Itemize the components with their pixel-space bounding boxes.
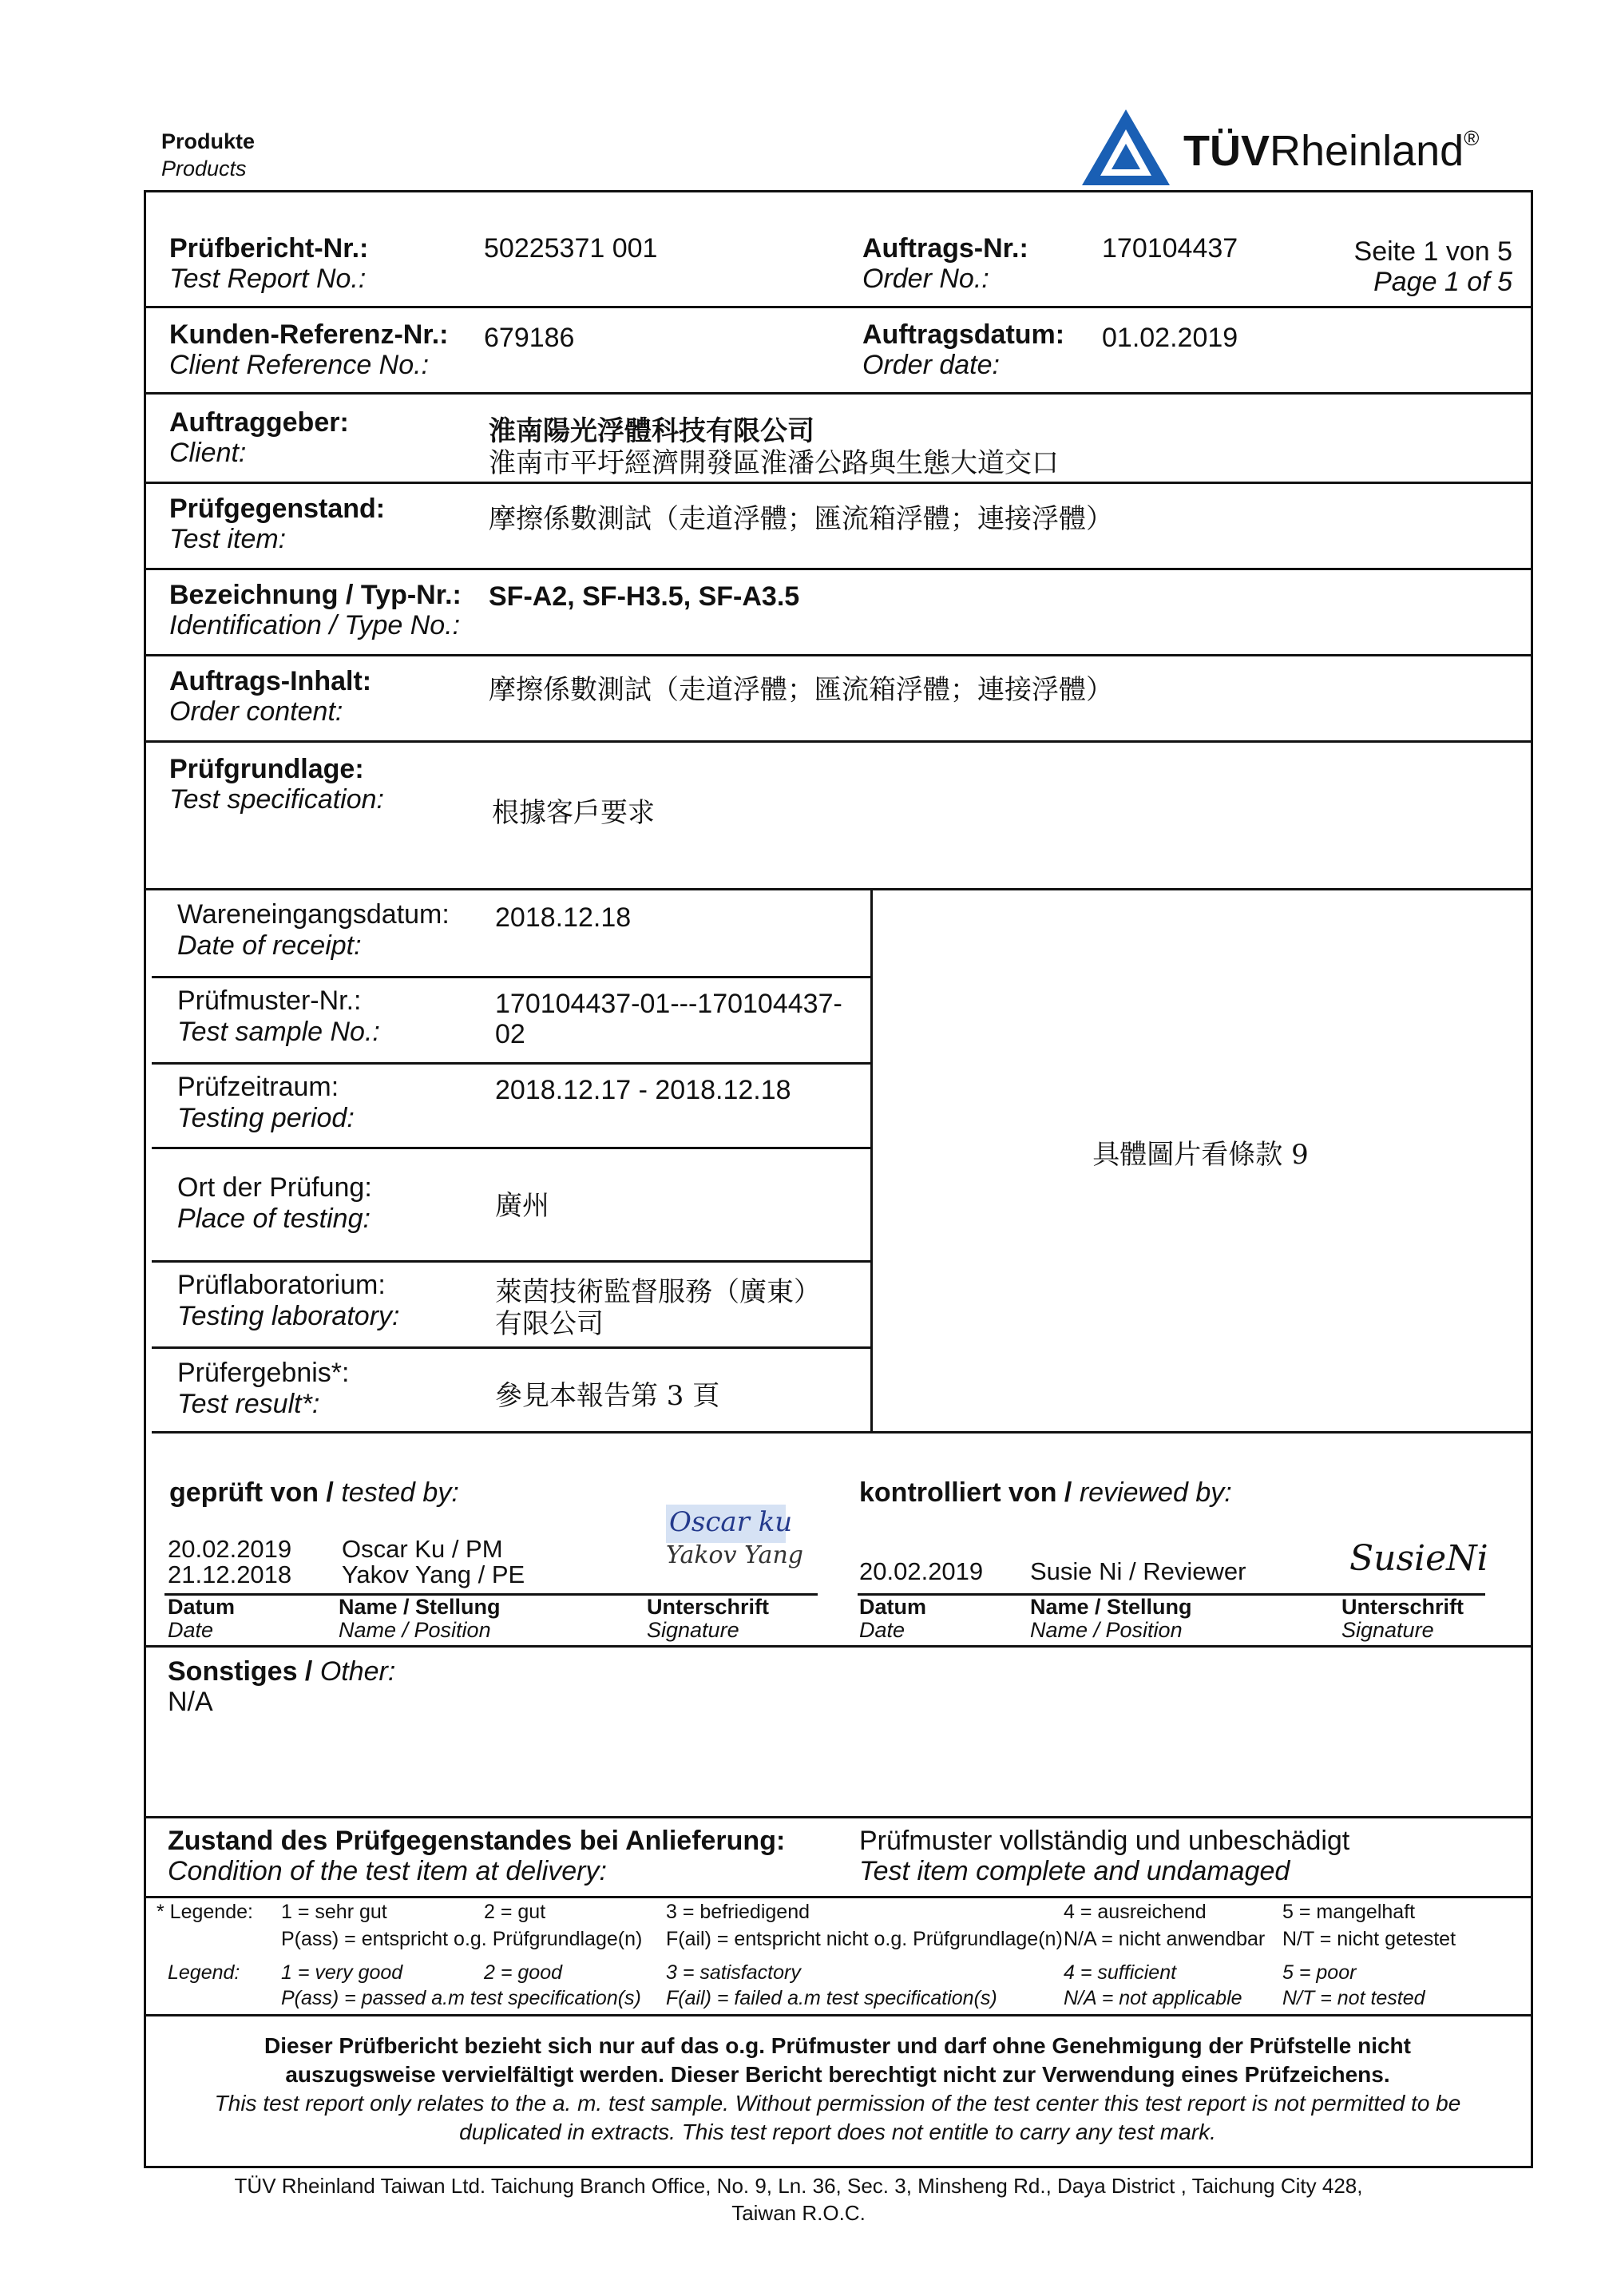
disclaimer-en-2: duplicated in extracts. This test report does not entitle to carry any test mark. <box>459 2120 1216 2144</box>
tested-name-1: Oscar Ku / PM <box>342 1535 503 1563</box>
legend-de-pass: P(ass) = entspricht o.g. Prüfgrundlage(n) <box>281 1928 643 1950</box>
logo-text-rheinland: Rheinland <box>1270 127 1464 175</box>
order-no-label-de: Auftrags-Nr.: <box>862 233 1028 264</box>
rev-header-sig-en: Signature <box>1341 1618 1434 1642</box>
sig-header-sig-de: Unterschrift <box>647 1595 770 1619</box>
tested-by-title <box>169 1477 459 1509</box>
legend-de-3: 3 = befriedigend <box>666 1901 810 1923</box>
tested-date-2: 21.12.2018 <box>168 1560 292 1588</box>
client-label-de: Auftraggeber: <box>169 407 349 438</box>
legend-label-de: * Legende: <box>157 1901 253 1923</box>
report-no-label-en: Test Report No.: <box>169 264 367 294</box>
test-item-label-de: Prüfgegenstand: <box>169 494 386 524</box>
order-content-label-en: Order content: <box>169 696 343 727</box>
category-en: Products <box>161 157 247 180</box>
disclaimer-de-1: Dieser Prüfbericht bezieht sich nur auf das o.g. Prüfmuster und darf ohne Genehmigung der Prüfstelle nicht <box>264 2033 1411 2058</box>
legend-de-5: 5 = mangelhaft <box>1282 1901 1416 1923</box>
detail-label-en: Testing period: <box>177 1103 355 1133</box>
detail-label-en: Place of testing: <box>177 1204 371 1234</box>
detail-label-de: Prüfergebnis*: <box>177 1358 350 1388</box>
condition-label-de: Zustand des Prüfgegenstandes bei Anlieferung: <box>168 1826 786 1856</box>
sig-header-date-en: Date <box>168 1618 214 1642</box>
detail-label-de: Prüfmuster-Nr.: <box>177 985 362 1016</box>
detail-value: 170104437-01---170104437- <box>495 989 842 1019</box>
reviewed-date: 20.02.2019 <box>859 1557 984 1585</box>
client-name: 淮南陽光浮體科技有限公司 <box>489 415 814 447</box>
detail-label-de: Ort der Prüfung: <box>177 1172 372 1203</box>
logo-reg: ® <box>1464 126 1480 150</box>
detail-label-de: Prüfzeitraum: <box>177 1072 339 1102</box>
test-item-label-en: Test item: <box>169 524 287 554</box>
detail-label-de: Prüflaboratorium: <box>177 1270 386 1300</box>
legend-en-5: 5 = poor <box>1282 1961 1357 1984</box>
other-label-de: Sonstiges / <box>168 1656 313 1687</box>
condition-value-de: Prüfmuster vollständig und unbeschädigt <box>859 1826 1350 1856</box>
detail-value-2: 有限公司 <box>495 1308 604 1340</box>
detail-row-period <box>177 1072 856 1134</box>
detail-value-2: 02 <box>495 1019 525 1049</box>
footer-line-2: Taiwan R.O.C. <box>731 2201 866 2225</box>
order-date-label-en: Order date: <box>862 350 1000 380</box>
reviewed-name: Susie Ni / Reviewer <box>1030 1557 1246 1585</box>
detail-label-en: Test sample No.: <box>177 1017 380 1047</box>
legend-en-na: N/A = not applicable <box>1064 1987 1242 2009</box>
detail-label-en: Date of receipt: <box>177 930 362 961</box>
legend-en-2: 2 = good <box>484 1961 563 1984</box>
legend-en-fail: F(ail) = failed a.m test specification(s) <box>666 1987 997 2009</box>
condition-label-en: Condition of the test item at delivery: <box>168 1856 607 1886</box>
reviewed-by-title-de: kontrolliert von / <box>859 1477 1072 1508</box>
rev-header-date-de: Datum <box>859 1595 927 1619</box>
legend-de-fail: F(ail) = entspricht nicht o.g. Prüfgrundlage(n) <box>666 1928 1063 1950</box>
identification-label-en: Identification / Type No.: <box>169 610 461 640</box>
disclaimer-de-2: auszugsweise vervielfältigt werden. Dieser Bericht berechtigt nicht zur Verwendung eines Prüfzeichens. <box>285 2062 1390 2087</box>
condition-value-en: Test item complete and undamaged <box>859 1856 1290 1886</box>
detail-row-lab <box>177 1270 856 1340</box>
detail-label-en: Testing laboratory: <box>177 1301 400 1331</box>
signature-yakov: Yakov Yang <box>666 1541 803 1569</box>
sig-header-name-de: Name / Stellung <box>339 1595 501 1619</box>
rev-header-date-en: Date <box>859 1618 905 1642</box>
category-de: Produkte <box>161 129 256 153</box>
legend-en-3: 3 = satisfactory <box>666 1961 801 1984</box>
other-label-en: Other: <box>319 1656 396 1687</box>
legend-en-4: 4 = sufficient <box>1064 1961 1177 1984</box>
picture-note: 具體圖片看條款 9 <box>1092 1139 1309 1171</box>
detail-value: 廣州 <box>495 1190 549 1222</box>
tested-by-title-de: geprüft von / <box>169 1477 334 1508</box>
tuv-logo <box>1078 105 1525 193</box>
identification-label-de: Bezeichnung / Typ-Nr.: <box>169 580 462 610</box>
rev-header-name-de: Name / Stellung <box>1030 1595 1192 1619</box>
detail-value: 參見本報告第 3 頁 <box>495 1380 720 1412</box>
rev-header-sig-de: Unterschrift <box>1341 1595 1464 1619</box>
test-spec-label-en: Test specification: <box>169 784 384 815</box>
order-no-label-en: Order No.: <box>862 264 989 294</box>
other-value: N/A <box>168 1687 213 1717</box>
page-en: Page 1 of 5 <box>1373 267 1512 297</box>
order-date-label-de: Auftragsdatum: <box>862 319 1065 350</box>
order-date-value: 01.02.2019 <box>1102 323 1238 353</box>
report-no-label-de: Prüfbericht-Nr.: <box>169 233 369 264</box>
legend-en-nt: N/T = not tested <box>1282 1987 1425 2009</box>
sig-header-date-de: Datum <box>168 1595 236 1619</box>
detail-value: 2018.12.18 <box>495 902 632 933</box>
sig-header-name-en: Name / Position <box>339 1618 491 1642</box>
detail-value: 萊茵技術監督服務（廣東） <box>495 1276 821 1308</box>
detail-row-receipt <box>177 899 856 962</box>
legend-en-1: 1 = very good <box>281 1961 403 1984</box>
legend-de-1: 1 = sehr gut <box>281 1901 387 1923</box>
reviewed-by-title-en: reviewed by: <box>1079 1477 1232 1508</box>
tested-date-1: 20.02.2019 <box>168 1535 292 1563</box>
detail-row-result <box>177 1358 856 1420</box>
client-ref-value: 679186 <box>484 323 575 353</box>
sig-header-sig-en: Signature <box>647 1618 739 1642</box>
page-de: Seite 1 von 5 <box>1353 236 1512 267</box>
detail-row-sample <box>177 985 856 1048</box>
tuv-triangle-icon <box>1078 105 1174 189</box>
test-spec-value: 根據客戶要求 <box>492 797 655 829</box>
detail-label-en: Test result*: <box>177 1389 320 1419</box>
order-no-value: 170104437 <box>1102 233 1238 264</box>
client-ref-label-en: Client Reference No.: <box>169 350 430 380</box>
test-spec-label-de: Prüfgrundlage: <box>169 754 364 784</box>
legend-label-en: Legend: <box>168 1961 240 1984</box>
legend-de-na: N/A = nicht anwendbar <box>1064 1928 1266 1950</box>
other-label <box>168 1656 395 1687</box>
order-content-label-de: Auftrags-Inhalt: <box>169 666 372 696</box>
legend-de-2: 2 = gut <box>484 1901 546 1923</box>
disclaimer-en-1: This test report only relates to the a. m. test sample. Without permission of the test center this test report is not permitted to be <box>214 2091 1461 2116</box>
detail-row-place <box>177 1172 856 1235</box>
legend-en-pass: P(ass) = passed a.m test specification(s) <box>281 1987 641 2009</box>
legend-de-nt: N/T = nicht getestet <box>1282 1928 1456 1950</box>
client-address: 淮南市平圩經濟開發區淮潘公路與生態大道交口 <box>489 447 1059 479</box>
footer-line-1: TÜV Rheinland Taiwan Ltd. Taichung Branch Office, No. 9, Ln. 36, Sec. 3, Minsheng Rd., Daya District , Taichung City 428, <box>234 2174 1363 2198</box>
signature-susie: SusieNi <box>1349 1538 1488 1579</box>
report-no-value: 50225371 001 <box>484 233 658 264</box>
rev-header-name-en: Name / Position <box>1030 1618 1183 1642</box>
reviewed-by-title <box>859 1477 1232 1509</box>
client-ref-label-de: Kunden-Referenz-Nr.: <box>169 319 449 350</box>
test-item-value: 摩擦係數測試（走道浮體；匯流箱浮體；連接浮體） <box>489 503 1113 535</box>
signature-oscar: Oscar ku <box>669 1506 793 1538</box>
tested-signature <box>661 1501 803 1581</box>
legend-de-4: 4 = ausreichend <box>1064 1901 1207 1923</box>
logo-text-tuv: TÜV <box>1183 127 1270 175</box>
tested-by-title-en: tested by: <box>341 1477 459 1508</box>
tested-name-2: Yakov Yang / PE <box>342 1560 525 1588</box>
identification-value: SF-A2, SF-H3.5, SF-A3.5 <box>489 581 800 612</box>
client-label-en: Client: <box>169 438 247 468</box>
detail-value: 2018.12.17 - 2018.12.18 <box>495 1075 791 1105</box>
detail-label-de: Wareneingangsdatum: <box>177 899 450 930</box>
order-content-value: 摩擦係數測試（走道浮體；匯流箱浮體；連接浮體） <box>489 674 1113 706</box>
